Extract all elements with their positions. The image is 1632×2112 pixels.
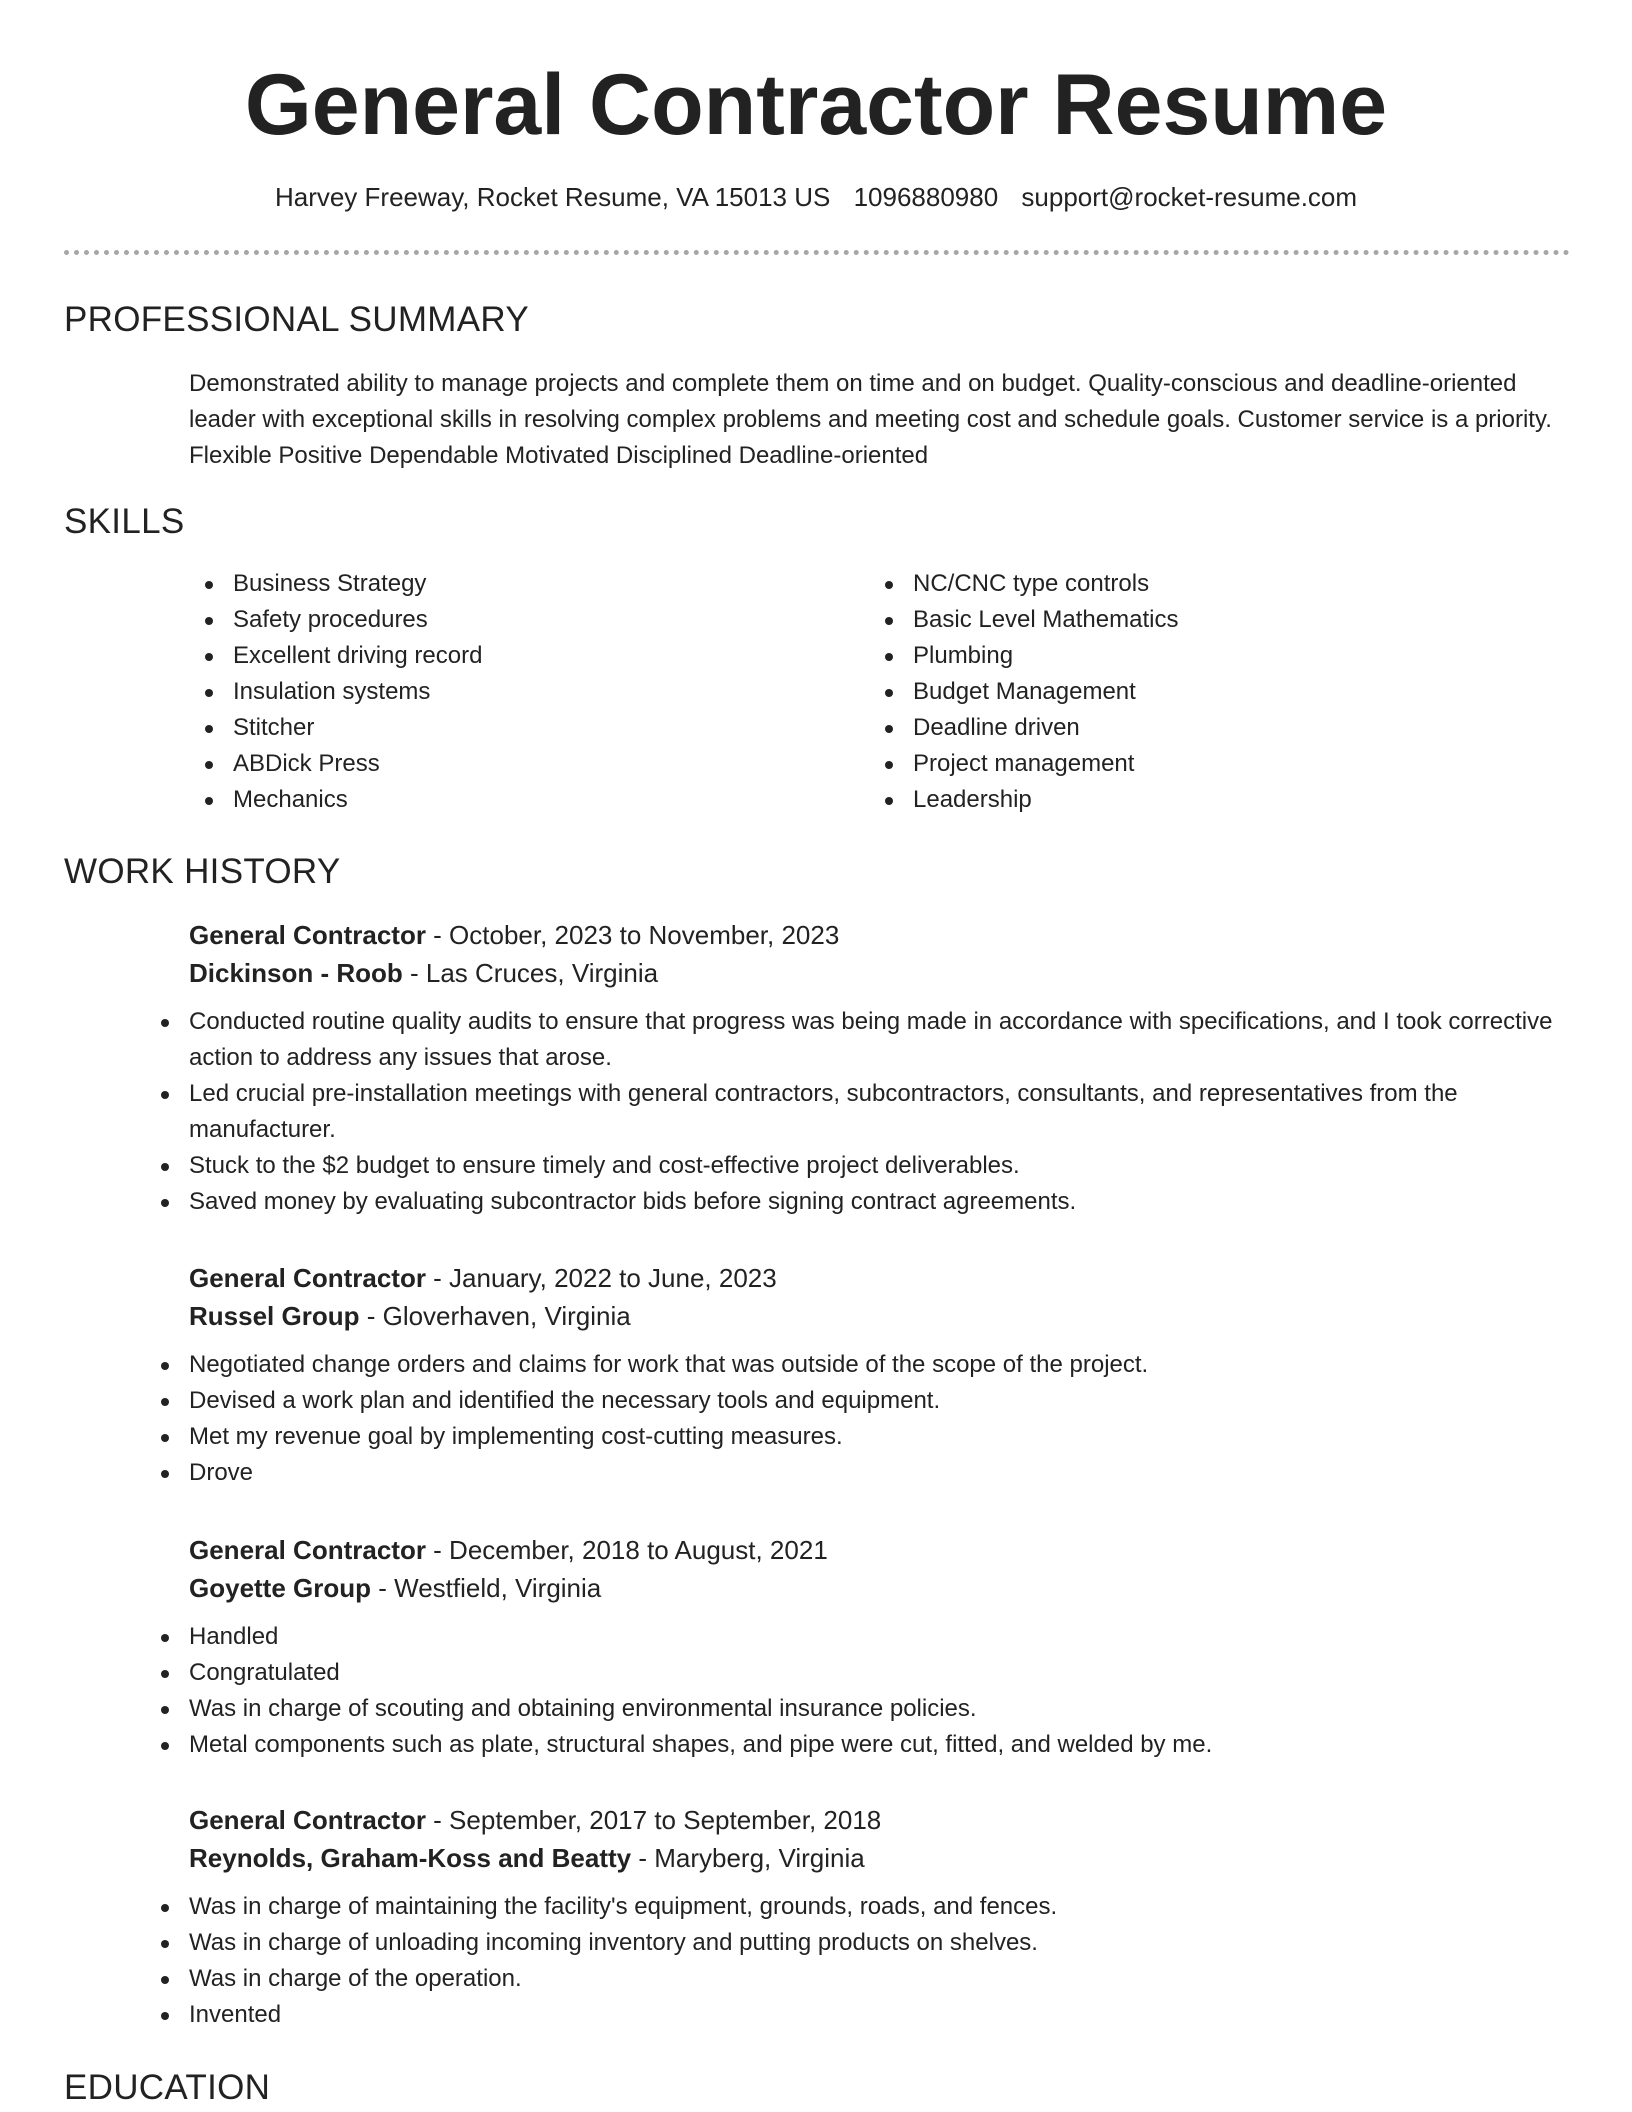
skills-list-right	[869, 566, 1178, 818]
skill-item: ABDick Press	[189, 746, 482, 782]
work-entry	[189, 1801, 1574, 2033]
skills-heading: SKILLS	[64, 502, 185, 541]
job-dates: - December, 2018 to August, 2021	[425, 1535, 828, 1565]
job-bullet: Invented	[145, 1997, 1574, 2033]
skill-item: NC/CNC type controls	[869, 566, 1178, 602]
job-title-line	[189, 1259, 1574, 1297]
job-bullet: Devised a work plan and identified the necessary tools and equipment.	[145, 1383, 1574, 1419]
job-title: General Contractor	[189, 1805, 426, 1835]
work-entry	[189, 916, 1574, 1220]
contact-email: support@rocket-resume.com	[1021, 182, 1358, 212]
professional-summary-text: Demonstrated ability to manage projects and complete them on time and on budget. Quality-conscious and deadline-oriented leader with exceptional skills in resolving complex problems and meeting cost and schedule goals. Customer service is a priority. Flexible Positive Dependable Motivated Disciplined Deadline-oriented	[189, 370, 1552, 469]
job-title-line	[189, 916, 1574, 954]
job-title: General Contractor	[189, 1535, 426, 1565]
job-location: - Westfield, Virginia	[371, 1573, 602, 1603]
job-company-line	[189, 1297, 1574, 1335]
contact-line	[0, 182, 1632, 213]
job-company-line	[189, 1839, 1574, 1877]
job-location: - Las Cruces, Virginia	[402, 958, 659, 988]
header-divider	[64, 250, 1570, 255]
job-bullet: Saved money by evaluating subcontractor bids before signing contract agreements.	[145, 1184, 1574, 1220]
job-company: Goyette Group	[189, 1573, 372, 1603]
job-bullet: Congratulated	[145, 1655, 1574, 1691]
professional-summary-heading: PROFESSIONAL SUMMARY	[64, 300, 529, 339]
job-company: Reynolds, Graham-Koss and Beatty	[189, 1843, 632, 1873]
job-company: Dickinson - Roob	[189, 958, 403, 988]
job-company-line	[189, 1569, 1574, 1607]
job-bullets	[145, 1619, 1574, 1763]
job-title: General Contractor	[189, 920, 426, 950]
skill-item: Budget Management	[869, 674, 1178, 710]
job-bullet: Negotiated change orders and claims for work that was outside of the scope of the project.	[145, 1347, 1574, 1383]
work-history-heading: WORK HISTORY	[64, 852, 341, 891]
job-bullets	[145, 1004, 1574, 1220]
work-entry	[189, 1259, 1574, 1491]
skill-item: Insulation systems	[189, 674, 482, 710]
skill-item: Business Strategy	[189, 566, 482, 602]
skill-item: Mechanics	[189, 782, 482, 818]
job-bullet: Conducted routine quality audits to ensure that progress was being made in accordance with specifications, and I took corrective action to address any issues that arose.	[145, 1004, 1574, 1076]
job-bullet: Met my revenue goal by implementing cost-cutting measures.	[145, 1419, 1574, 1455]
job-bullet: Was in charge of the operation.	[145, 1961, 1574, 1997]
job-bullet: Led crucial pre-installation meetings with general contractors, subcontractors, consultants, and representatives from the manufacturer.	[145, 1076, 1574, 1148]
job-bullets	[145, 1889, 1574, 2033]
job-title-line	[189, 1531, 1574, 1569]
job-company: Russel Group	[189, 1301, 360, 1331]
job-bullet: Drove	[145, 1455, 1574, 1491]
job-bullets	[145, 1347, 1574, 1491]
job-company-line	[189, 954, 1574, 992]
job-location: - Maryberg, Virginia	[631, 1843, 865, 1873]
skill-item: Basic Level Mathematics	[869, 602, 1178, 638]
contact-address: Harvey Freeway, Rocket Resume, VA 15013 US	[274, 182, 831, 212]
education-heading: EDUCATION	[64, 2068, 271, 2107]
skill-item: Leadership	[869, 782, 1178, 818]
job-title-line	[189, 1801, 1574, 1839]
job-dates: - January, 2022 to June, 2023	[425, 1263, 777, 1293]
job-bullet: Was in charge of scouting and obtaining environmental insurance policies.	[145, 1691, 1574, 1727]
job-bullet: Was in charge of unloading incoming inventory and putting products on shelves.	[145, 1925, 1574, 1961]
job-bullet: Was in charge of maintaining the facility's equipment, grounds, roads, and fences.	[145, 1889, 1574, 1925]
job-bullet: Metal components such as plate, structural shapes, and pipe were cut, fitted, and welded by me.	[145, 1727, 1574, 1763]
job-dates: - October, 2023 to November, 2023	[425, 920, 840, 950]
skill-item: Safety procedures	[189, 602, 482, 638]
skill-item: Plumbing	[869, 638, 1178, 674]
skill-item: Excellent driving record	[189, 638, 482, 674]
job-title: General Contractor	[189, 1263, 426, 1293]
job-dates: - September, 2017 to September, 2018	[425, 1805, 882, 1835]
skill-item: Stitcher	[189, 710, 482, 746]
contact-phone: 1096880980	[853, 182, 999, 212]
job-bullet: Stuck to the $2 budget to ensure timely and cost-effective project deliverables.	[145, 1148, 1574, 1184]
skill-item: Project management	[869, 746, 1178, 782]
work-entry	[189, 1531, 1574, 1763]
resume-title: General Contractor Resume	[244, 57, 1388, 153]
skill-item: Deadline driven	[869, 710, 1178, 746]
job-bullet: Handled	[145, 1619, 1574, 1655]
job-location: - Gloverhaven, Virginia	[359, 1301, 631, 1331]
skills-list-left	[189, 566, 482, 818]
